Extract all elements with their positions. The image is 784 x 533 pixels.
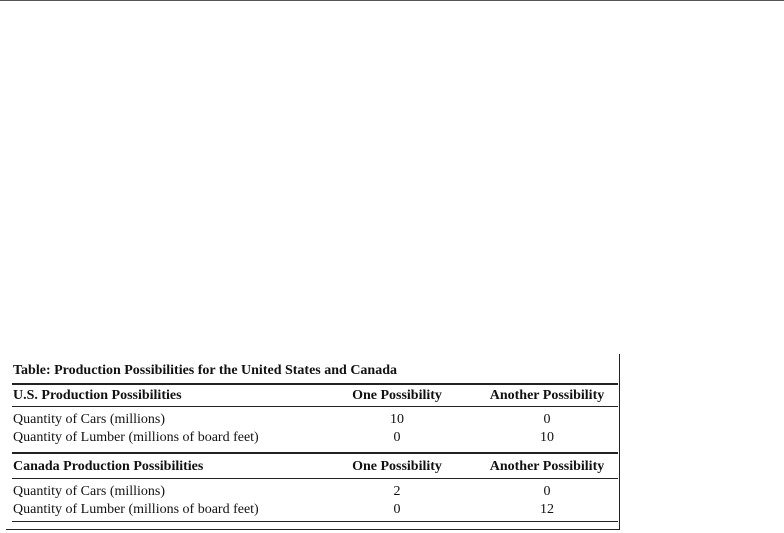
canada-header-rule <box>12 478 618 479</box>
row-label: Quantity of Cars (millions) <box>13 484 166 499</box>
row-one-possibility-value: 2 <box>393 484 401 499</box>
canada-header-another-possibility: Another Possibility <box>489 459 605 474</box>
us-section-header <box>12 387 618 405</box>
canada-header-one-possibility: One Possibility <box>352 459 442 474</box>
row-one-possibility-value: 10 <box>390 412 404 427</box>
us-header-rule <box>12 406 618 407</box>
row-another-possibility-value: 0 <box>543 412 551 427</box>
table-row <box>12 429 618 447</box>
canada-header-label: Canada Production Possibilities <box>13 459 204 474</box>
section-divider-rule <box>12 452 618 454</box>
table-row <box>12 483 618 501</box>
row-another-possibility-value: 12 <box>540 502 554 517</box>
row-label: Quantity of Lumber (millions of board feet) <box>13 430 259 445</box>
us-header-one-possibility: One Possibility <box>352 388 442 403</box>
row-another-possibility-value: 0 <box>543 484 551 499</box>
production-possibilities-table <box>6 354 620 530</box>
row-one-possibility-value: 0 <box>393 430 401 445</box>
row-label: Quantity of Lumber (millions of board feet) <box>13 502 259 517</box>
row-one-possibility-value: 0 <box>393 502 401 517</box>
top-border-line <box>0 0 784 1</box>
us-header-label: U.S. Production Possibilities <box>13 388 182 403</box>
table-title: Table: Production Possibilities for the United States and Canada <box>13 363 398 378</box>
table-bottom-rule <box>12 521 618 522</box>
row-label: Quantity of Cars (millions) <box>13 412 166 427</box>
table-row <box>12 411 618 429</box>
table-top-rule <box>12 383 618 385</box>
table-row <box>12 501 618 519</box>
canada-section-header <box>12 458 618 476</box>
row-another-possibility-value: 10 <box>540 430 554 445</box>
us-header-another-possibility: Another Possibility <box>489 388 605 403</box>
